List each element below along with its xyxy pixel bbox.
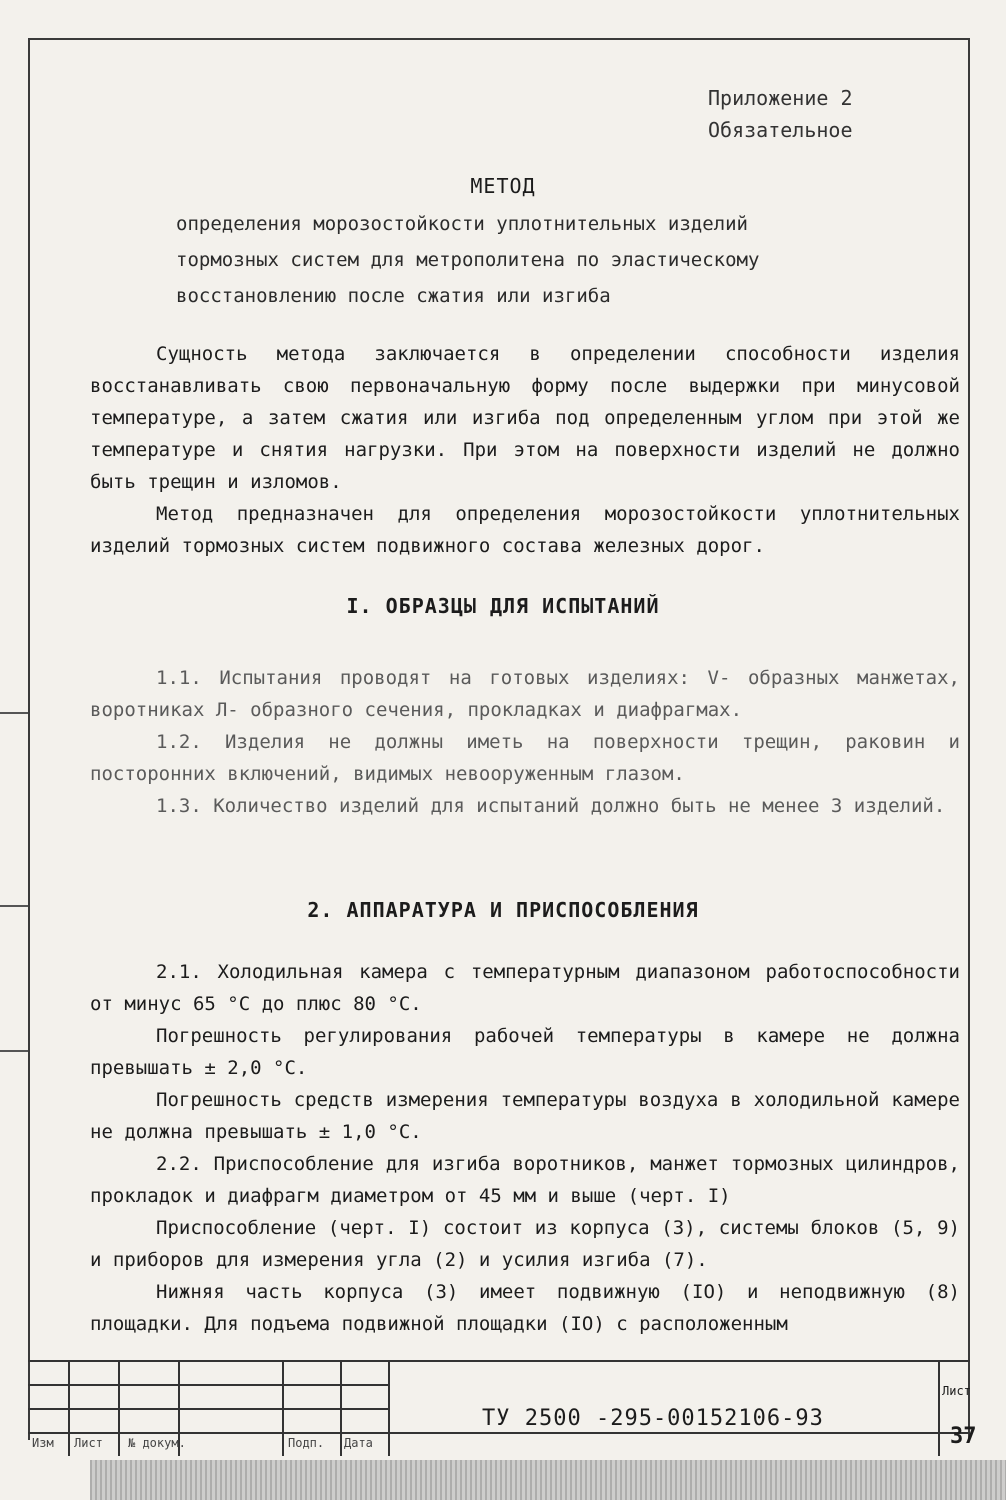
col-ndoc-label: № докум. [128, 1436, 186, 1450]
clause-1-2: 1.2. Изделия не должны иметь на поверхности трещин, раковин и посторонних включений, видимых невооруженным глазом. [90, 731, 960, 785]
sheet-label: Лист [942, 1384, 971, 1398]
frame-left-border [28, 38, 30, 1440]
clause-2-2: 2.2. Приспособление для изгиба воротников, манжет тормозных цилиндров, прокладок и диафрагм диаметром от 45 мм и выше (черт. I) [90, 1153, 960, 1207]
frame-top-border [28, 38, 970, 40]
title-block-divider [388, 1360, 390, 1456]
document-subtitle [176, 206, 759, 314]
section-2-body [90, 956, 960, 1340]
title-block-divider [68, 1360, 70, 1456]
col-izm-label: Изм [32, 1436, 54, 1450]
col-podp-label: Подп. [288, 1436, 325, 1450]
clause-2-1: 2.1. Холодильная камера с температурным диапазоном работоспособности от минус 65 °С до плюс 80 °С. [90, 961, 960, 1015]
subtitle-line: восстановлению после сжатия или изгиба [176, 285, 611, 307]
appendix-number: Приложение 2 [708, 86, 853, 110]
title-block-divider [938, 1360, 940, 1456]
clause-2-2-composition: Приспособление (черт. I) состоит из корпуса (3), системы блоков (5, 9) и приборов для измерения угла (2) и усилия изгиба (7). [90, 1217, 960, 1271]
appendix-status: Обязательное [708, 118, 853, 142]
clause-2-2-lower-part: Нижняя часть корпуса (3) имеет подвижную (IO) и неподвижную (8) площадки. Для подъема подвижной площадки (IO) с расположенным [90, 1281, 960, 1335]
margin-mark [0, 712, 28, 714]
sheet-number: 37 [950, 1424, 977, 1449]
clause-1-1: 1.1. Испытания проводят на готовых изделиях: V- образных манжетах, воротниках Л- образного сечения, прокладках и диафрагмах. [90, 667, 960, 721]
section-1-body [90, 662, 960, 822]
appendix-label [708, 82, 853, 146]
title-block-rule [28, 1384, 388, 1386]
col-data-label: Дата [344, 1436, 373, 1450]
document-title: МЕТОД [470, 174, 536, 198]
clause-2-1-measurement: Погрешность средств измерения температуры воздуха в холодильной камере не должна превышать ± 1,0 °С. [90, 1089, 960, 1143]
clause-2-1-accuracy: Погрешность регулирования рабочей температуры в камере не должна превышать ± 2,0 °С. [90, 1025, 960, 1079]
section-2-heading: 2. АППАРАТУРА И ПРИСПОСОБЛЕНИЯ [307, 898, 699, 922]
margin-mark [0, 1050, 28, 1052]
clause-1-3: 1.3. Количество изделий для испытаний должно быть не менее 3 изделий. [156, 795, 946, 817]
subtitle-line: тормозных систем для метрополитена по эластическому [176, 249, 760, 271]
title-block-divider [118, 1360, 120, 1456]
subtitle-line: определения морозостойкости уплотнительных изделий [176, 213, 748, 235]
title-block-divider [282, 1360, 284, 1456]
intro-paragraph: Сущность метода заключается в определении способности изделия восстанавливать свою первоначальную форму после выдержки при минусовой температуре, а затем сжатия или изгиба под определенным углом при этой же температуре и снятия нагрузки. При этом на поверхности изделий не должно быть трещин и изломов. [90, 343, 960, 493]
title-block-divider [340, 1360, 342, 1456]
intro-paragraph: Метод предназначен для определения морозостойкости уплотнительных изделий тормозных систем подвижного состава железных дорог. [90, 503, 960, 557]
title-block-rule [28, 1360, 970, 1362]
col-list-label: Лист [74, 1436, 103, 1450]
document-number: ТУ 2500 -295-00152106-93 [482, 1406, 824, 1431]
title-block-rule [28, 1408, 388, 1410]
scan-edge-band [90, 1460, 1006, 1500]
intro-section [90, 338, 960, 562]
title-block-rule [28, 1432, 970, 1434]
frame-right-border [968, 38, 970, 1440]
section-1-heading: I. ОБРАЗЦЫ ДЛЯ ИСПЫТАНИЙ [346, 594, 660, 618]
